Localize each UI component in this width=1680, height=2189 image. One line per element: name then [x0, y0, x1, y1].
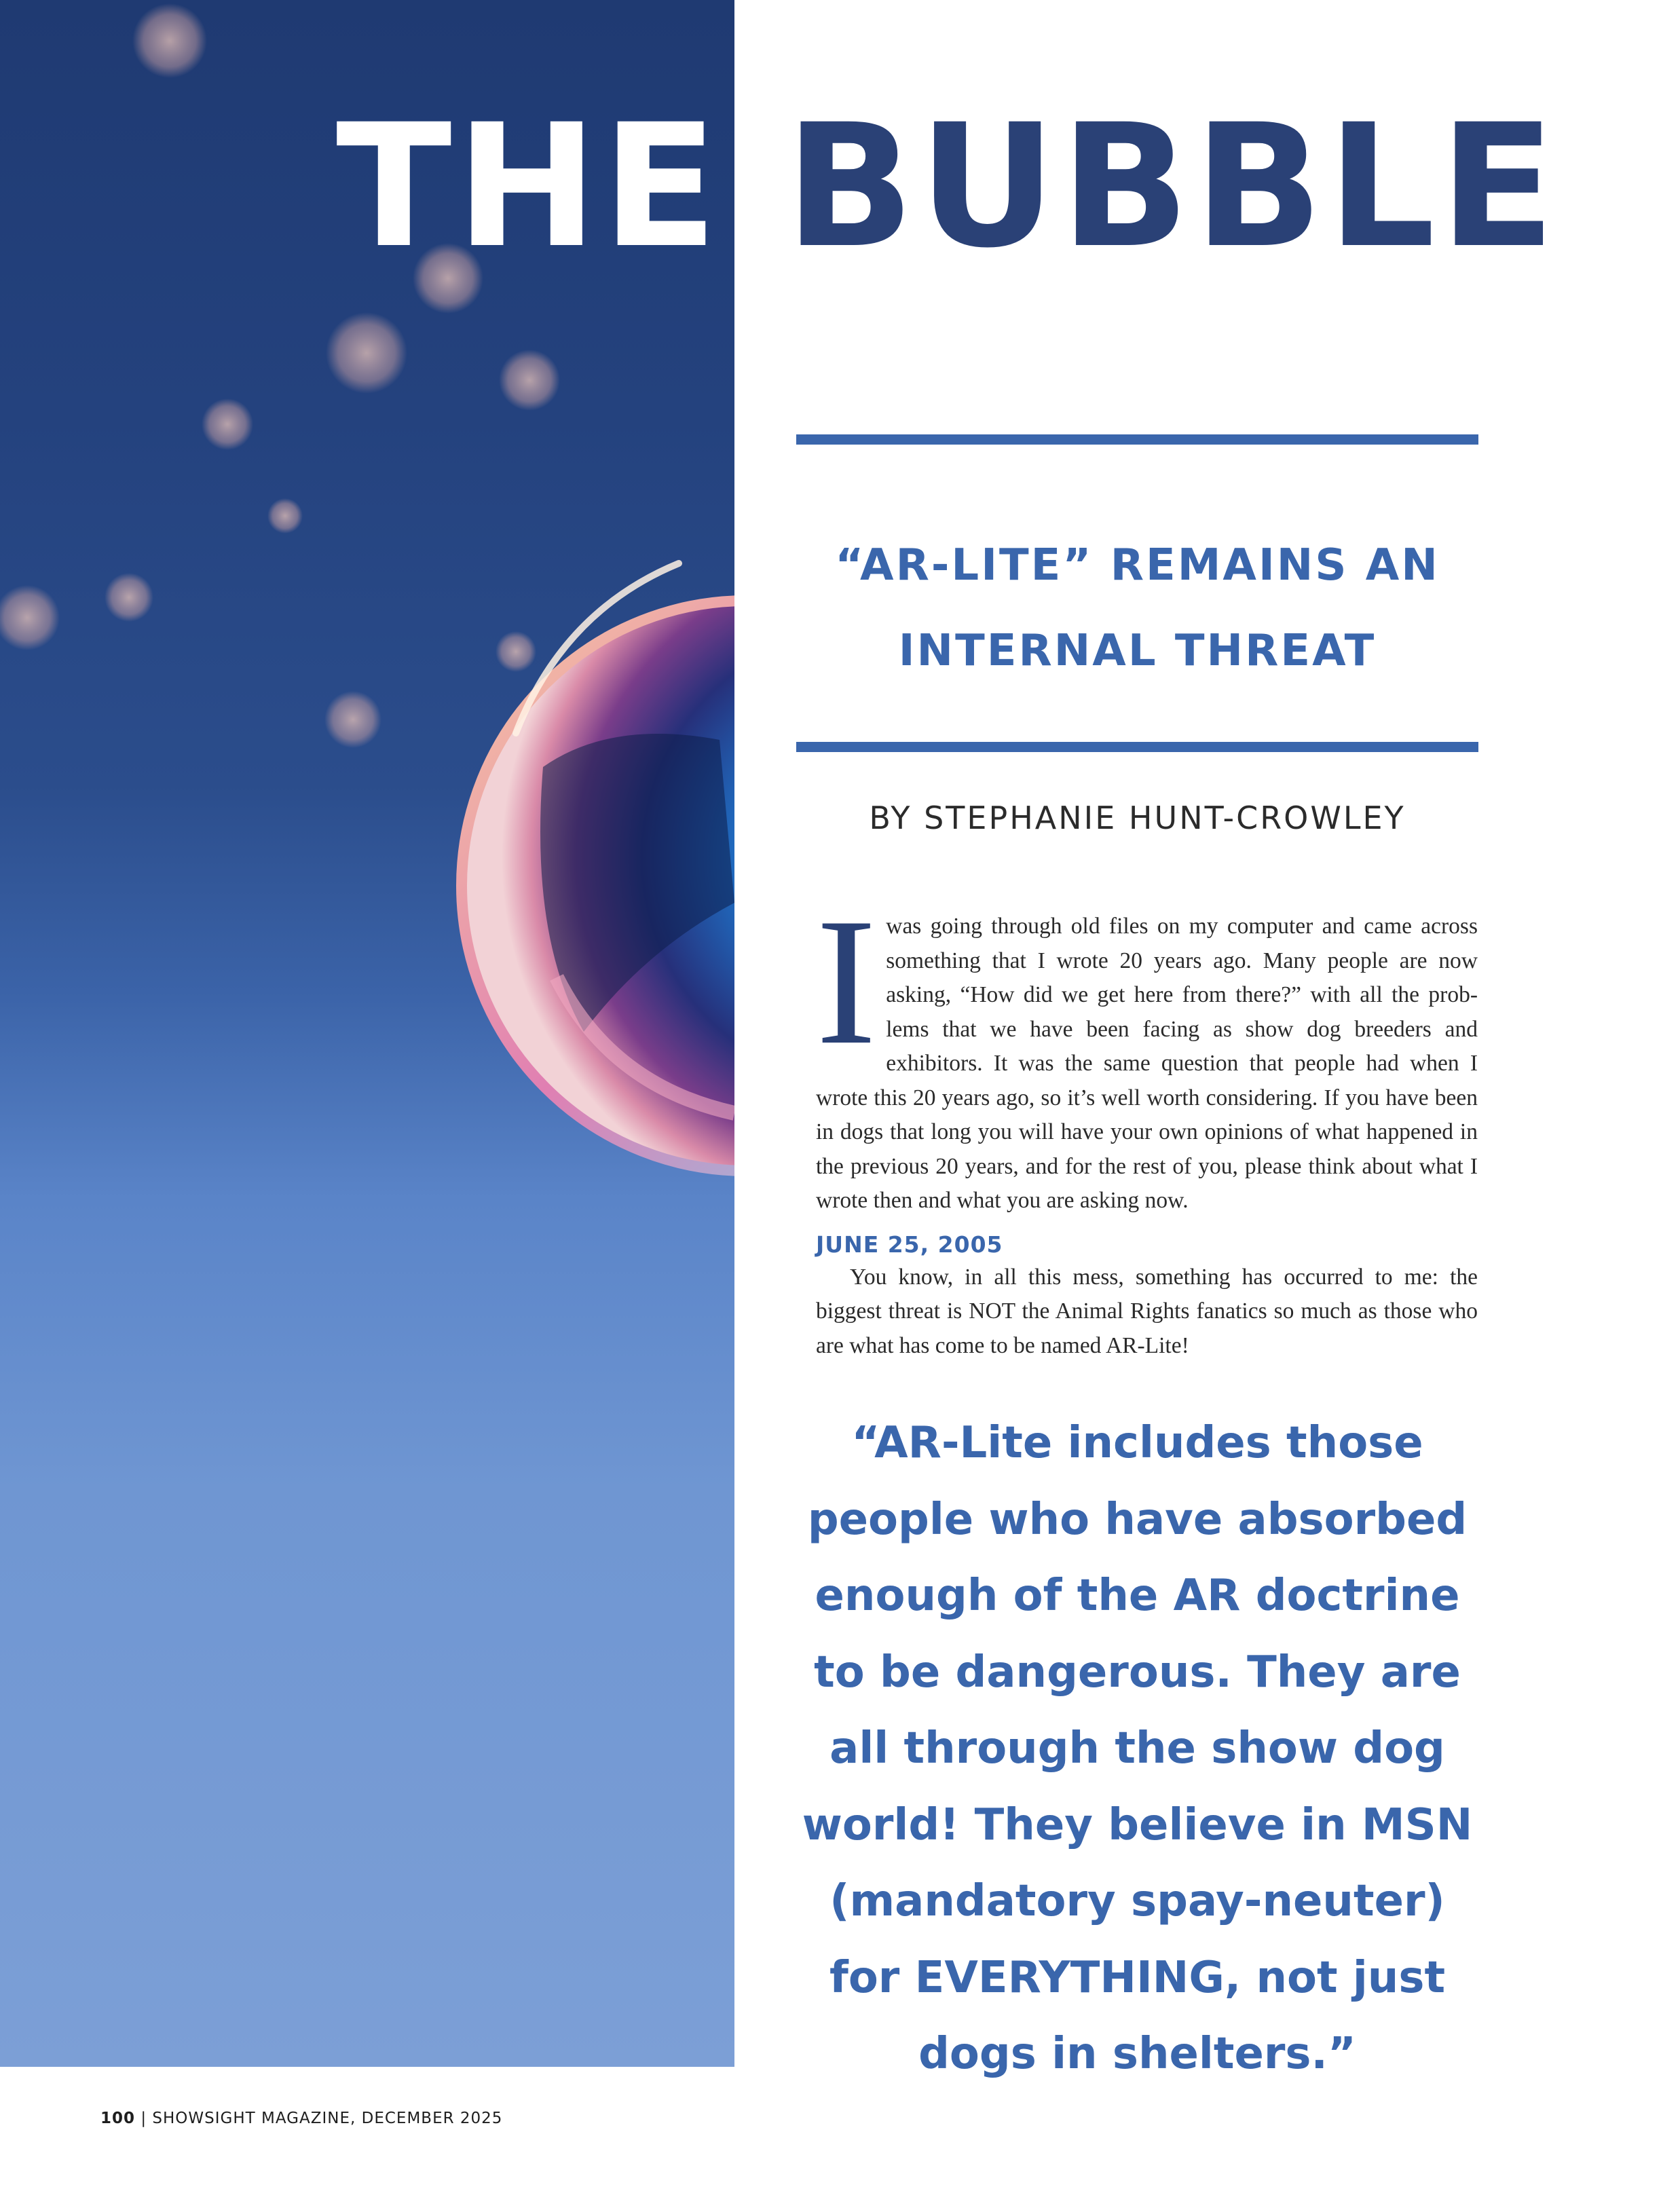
pull-quote-line: for EVERYTHING, not just [829, 1952, 1446, 2003]
article-title [336, 88, 1560, 285]
pull-quote-line: world! They believe in MSN [802, 1799, 1473, 1850]
intro-paragraph [816, 880, 1478, 1218]
byline: BY STEPHANIE HUNT-CROWLEY [869, 800, 1406, 836]
subhead-line-2: INTERNAL THREAT [898, 626, 1377, 676]
drop-cap: I [816, 880, 877, 1082]
subhead-line-1: “AR-LITE” REMAINS AN [835, 540, 1440, 591]
article-body [816, 880, 1478, 1363]
bubble-illustration [0, 0, 734, 2067]
second-paragraph: You know, in all this mess, something has occurred to me: the biggest threat is NOT the Animal Rights fanatics so much as those who are what has come to be named AR-Lite! [816, 1264, 1478, 1358]
page-footer: 100 | SHOWSIGHT MAGAZINE, DECEMBER 2025 [100, 2110, 503, 2127]
pull-quote-line: people who have absorbed [807, 1494, 1468, 1545]
pull-quote-line: (mandatory spay-neuter) [829, 1876, 1445, 1926]
subhead-top-rule [796, 434, 1478, 445]
date-heading: JUNE 25, 2005 [816, 1231, 1003, 1258]
title-word-the: THE [336, 88, 722, 285]
pull-quote-line: “AR-Lite includes those [851, 1418, 1423, 1468]
intro-text: was going through old files on my computer and came across something that I wrote 20 years ago. Many people are now asking, “How did we get here from there?” with all the prob-lems that we have been facing as show dog breeders and exhibitors. It was the same question that people had when I wrote this 20 years ago, so it’s well worth considering. If you have been in dogs that long you will have your own opinions of what happened in the previous 20 years, and for the rest of you, please think about what I wrote then and what you are asking now. [816, 914, 1478, 1213]
subhead [796, 523, 1478, 694]
page-number: 100 [100, 2110, 136, 2127]
title-word-bubble: BUBBLE [785, 88, 1560, 285]
bubble-photo [0, 0, 734, 2067]
pull-quote [796, 1405, 1478, 2093]
pull-quote-line: enough of the AR doctrine [815, 1571, 1460, 1621]
subhead-bottom-rule [796, 742, 1478, 752]
publication-info: SHOWSIGHT MAGAZINE, DECEMBER 2025 [152, 2110, 503, 2127]
pull-quote-line: all through the show dog [829, 1723, 1445, 1774]
pull-quote-line: dogs in shelters.” [918, 2029, 1356, 2079]
pull-quote-line: to be dangerous. They are [814, 1647, 1461, 1698]
